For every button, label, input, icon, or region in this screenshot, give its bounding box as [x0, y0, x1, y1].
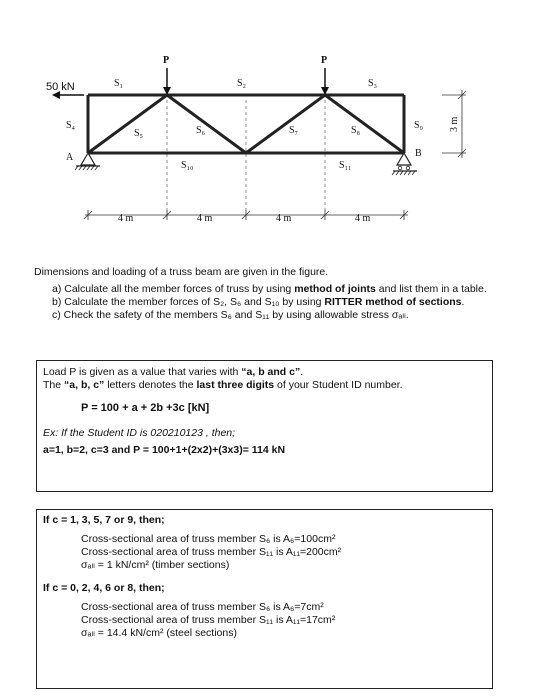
case2-line: σₐₗₗ = 14.4 kN/cm² (steel sections): [81, 627, 237, 639]
load-p-right: [321, 55, 329, 95]
load-p-label: P: [321, 55, 328, 66]
member-s6: [167, 95, 246, 153]
label-s3: S₃: [368, 78, 378, 89]
load-info-line1-bold: “a, b and c”: [241, 366, 301, 378]
load-formula: P = 100 + a + 2b +3c [kN]: [81, 402, 210, 414]
span-dim-label: 4 m: [197, 213, 213, 224]
question-c: c) Check the safety of the members S₆ and S₁₁ by using allowable stress σₐₗₗ.: [52, 309, 409, 321]
load-info-box: [36, 360, 493, 492]
question-b: [34, 296, 524, 309]
member-s8: [325, 95, 404, 153]
load-info-line2-text: The: [43, 379, 65, 391]
member-s7: [246, 95, 325, 153]
load-info-line1-suffix: .: [300, 366, 304, 378]
label-s1: S₁: [114, 78, 124, 89]
load-info-line2-mid: letters denotes the: [104, 379, 197, 391]
question-a-bold: method of joints: [294, 283, 376, 295]
span-dimensions: [84, 210, 408, 224]
load-info-line2-bold1: “a, b, c”: [64, 379, 105, 391]
label-s6: S₆: [196, 125, 206, 136]
load-50kn: [46, 81, 84, 99]
section-cases-box: [36, 509, 493, 689]
case1-title: If c = 1, 3, 5, 7 or 9, then;: [43, 514, 165, 526]
label-s8: S₈: [351, 125, 361, 136]
example-result: [43, 444, 486, 457]
question-intro: Dimensions and loading of a truss beam are given in the figure.: [34, 266, 329, 278]
example-text: Ex: If the Student ID is 020210123 , then;: [43, 427, 236, 439]
case1-line: Cross-sectional area of truss member S₆ is A₆=100cm²: [81, 533, 336, 545]
case1-line: σₐₗₗ = 1 kN/cm² (timber sections): [81, 559, 230, 571]
load-info-line1: [43, 366, 486, 379]
question-block: [34, 266, 524, 322]
question-b-text: b) Calculate the member forces of S₂, S₆ and S₁₀ by using: [52, 296, 325, 308]
height-dimension: [442, 90, 466, 158]
member-labels: [66, 78, 424, 171]
load-info-line2-suffix: of your Student ID number.: [274, 379, 403, 391]
support-a: [75, 153, 100, 170]
label-support-a: A: [66, 152, 74, 163]
label-s2: S₂: [237, 78, 247, 89]
label-s5: S₅: [134, 128, 144, 139]
label-support-b: B: [415, 148, 422, 159]
span-dim-label: 4 m: [118, 213, 134, 224]
truss-figure: [0, 0, 533, 240]
load-p-label: P: [163, 55, 170, 66]
question-b-bold: RITTER method of sections: [324, 296, 462, 308]
example-result-text: a=1, b=2, c=3 and P = 100+1+(2x2)+(3x3)= 114 kN: [43, 444, 286, 456]
case2-line: Cross-sectional area of truss member S₆ is A₆=7cm²: [81, 601, 324, 613]
support-b: [392, 153, 417, 175]
question-a: [34, 283, 524, 296]
span-dim-label: 4 m: [276, 213, 292, 224]
load-info-line1-text: Load P is given as a value that varies with: [43, 366, 242, 378]
load-info-line2-bold2: last three digits: [196, 379, 275, 391]
label-s11: S₁₁: [339, 160, 352, 171]
load-info-line2: [43, 379, 486, 392]
label-s9: S₉: [414, 120, 424, 131]
case2-title: If c = 0, 2, 4, 6 or 8, then;: [43, 582, 165, 594]
label-s7: S₇: [289, 125, 299, 136]
load-p-left: [163, 55, 171, 95]
question-a-suffix: and list them in a table.: [375, 283, 487, 295]
example-line: [43, 427, 486, 440]
case2-line: Cross-sectional area of truss member S₁₁ is A₁₁=17cm²: [81, 614, 336, 626]
span-dim-label: 4 m: [355, 213, 371, 224]
load-guide-lines: [167, 100, 325, 215]
load-50kn-label: 50 kN: [46, 81, 75, 93]
question-a-text: a) Calculate all the member forces of truss by using: [52, 283, 295, 295]
question-b-suffix: .: [461, 296, 465, 308]
height-dim-label: 3 m: [449, 116, 460, 132]
case1-line: Cross-sectional area of truss member S₁₁ is A₁₁=200cm²: [81, 546, 342, 558]
member-s5: [88, 95, 167, 153]
label-s4: S₄: [66, 120, 76, 131]
label-s10: S₁₀: [181, 160, 194, 171]
